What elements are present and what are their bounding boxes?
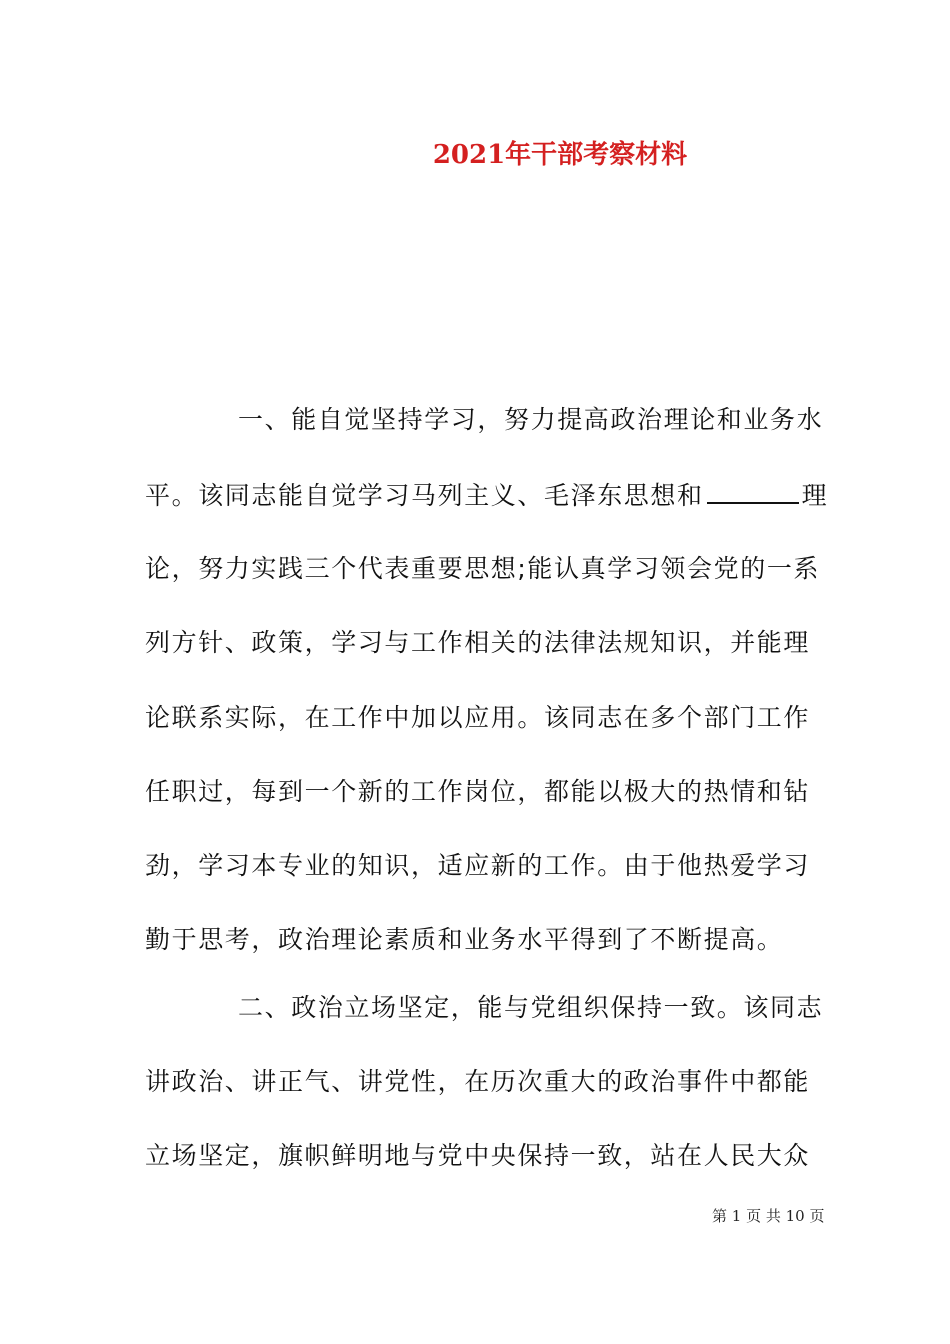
paragraph-1-line-4: 列方针、政策，学习与工作相关的法律法规知识，并能理 (145, 628, 811, 657)
paragraph-1-line-1: 一、能自觉坚持学习，努力提高政治理论和业务水 (238, 405, 824, 434)
page-number-footer: 第 1 页 共 10 页 (712, 1207, 825, 1225)
paragraph-1-line-5: 论联系实际，在工作中加以应用。该同志在多个部门工作 (145, 703, 811, 732)
document-title: 2021年干部考察材料 (432, 140, 688, 170)
paragraph-2-line-1: 二、政治立场坚定，能与党组织保持一致。该同志 (238, 993, 824, 1022)
paragraph-1-line-3: 论，努力实践三个代表重要思想;能认真学习领会党的一系 (145, 554, 821, 583)
paragraph-1-line-6: 任职过，每到一个新的工作岗位，都能以极大的热情和钻 (145, 777, 811, 806)
paragraph-1-line-7: 劲，学习本专业的知识，适应新的工作。由于他热爱学习 (145, 851, 811, 880)
line-2-text: 平。该同志能自觉学习马列主义、毛泽东思想和 (145, 481, 704, 510)
fill-in-blank (707, 480, 799, 504)
line-2-tail: 理 (801, 481, 829, 510)
paragraph-2-line-3: 立场坚定，旗帜鲜明地与党中央保持一致，站在人民大众 (145, 1141, 811, 1170)
paragraph-1-line-8: 勤于思考，政治理论素质和业务水平得到了不断提高。 (145, 925, 784, 954)
paragraph-2-line-2: 讲政治、讲正气、讲党性，在历次重大的政治事件中都能 (145, 1067, 811, 1096)
paragraph-1-line-2 (145, 480, 829, 511)
